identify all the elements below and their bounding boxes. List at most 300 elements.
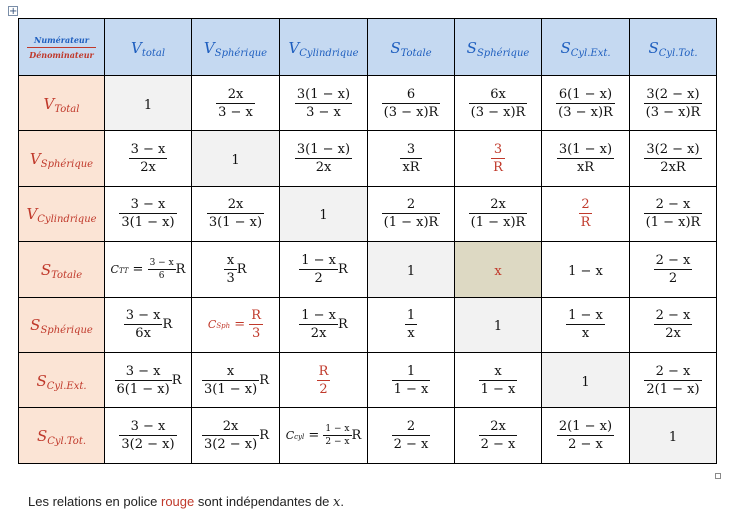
cell-r5-c2-coefficient-sub: Sph (216, 322, 231, 331)
cell-r4-c5-value (494, 264, 501, 279)
cell-r7-c3 (280, 408, 368, 463)
cell-r1-c1-text: 1 (143, 97, 153, 113)
cell-r5-c1-value (124, 308, 173, 342)
cell-r5-c1 (105, 297, 192, 352)
cell-r3-c2-fraction-denominator: 3(1 − x) (208, 215, 263, 231)
cell-r7-c3-fraction-denominator: 2 − x (325, 437, 350, 448)
cell-r5-c7-fraction-numerator: 2 − x (655, 308, 691, 324)
cell-r3-c4 (368, 186, 455, 241)
cell-r7-c4-value (392, 419, 431, 453)
row-label-3-base: V (26, 205, 38, 224)
cell-r1-c1 (105, 76, 192, 131)
cell-r3-c7-value (644, 197, 703, 231)
cell-r6-c4-fraction-numerator: 1 (392, 364, 431, 381)
cell-r2-c4-fraction (400, 142, 421, 175)
cell-r1-c5-fraction-numerator: 6x (469, 87, 528, 104)
cell-r2-c5-fraction-numerator: 3 (491, 142, 505, 159)
cell-r7-c6-fraction-denominator: 2 − x (568, 437, 603, 453)
cell-r3-c6-fraction-denominator: R (580, 215, 591, 231)
column-label-7-base: S (648, 38, 659, 57)
table-row (19, 297, 717, 352)
column-label-2 (204, 39, 267, 57)
cell-r5-c1-fraction (124, 308, 163, 341)
table-move-handle[interactable]: + (9, 6, 18, 17)
cell-r5-c5-text: 1 (493, 319, 503, 335)
footnote-red-word: rouge (160, 494, 195, 509)
cell-r7-c3-coefficient (286, 429, 305, 442)
column-label-2-sub: Sphérique (214, 47, 268, 59)
row-header-2 (19, 131, 105, 186)
column-label-5-base: S (466, 38, 477, 57)
cell-r2-c6-value (557, 142, 614, 176)
cell-r5-c6-value (566, 308, 605, 342)
cell-r7-c3-coefficient-sub: cyl (294, 433, 305, 442)
cell-r7-c3-value (285, 424, 362, 448)
cell-r7-c5 (455, 408, 542, 463)
cell-r5-c7-fraction-denominator: 2x (665, 326, 681, 342)
cell-r1-c5-fraction-denominator: (3 − x)R (470, 104, 526, 120)
row-label-7 (36, 427, 87, 448)
cell-r3-c5 (455, 186, 542, 241)
table-row (19, 186, 717, 241)
cell-r2-c4-value (400, 142, 421, 176)
cell-r1-c4-fraction (382, 87, 441, 120)
cell-r2-c4-fraction-numerator: 3 (400, 142, 421, 159)
column-label-6-base: S (560, 38, 571, 57)
column-label-1-sub: total (141, 47, 166, 59)
cell-r4-c3-fraction (299, 253, 338, 286)
cell-r4-c7-value (654, 252, 693, 286)
cell-r4-c7-fraction-denominator: 2 (668, 270, 678, 286)
row-label-3 (26, 205, 97, 226)
cell-r7-c2-value (202, 419, 269, 453)
cell-r6-c1-fraction (115, 364, 172, 397)
row-label-5 (30, 316, 93, 337)
cell-r5-c2-equals: = (230, 317, 250, 333)
cell-r4-c2-fraction (224, 253, 236, 286)
table-row (19, 408, 717, 463)
cell-r3-c5-fraction-denominator: (1 − x)R (470, 215, 526, 231)
cell-r2-c3 (280, 131, 368, 186)
cell-r5-c6-fraction-denominator: x (581, 326, 590, 342)
cell-r2-c2-text: 1 (231, 153, 240, 169)
cell-r7-c6 (542, 408, 630, 463)
cell-r6-c7 (630, 352, 717, 407)
cell-r1-c6-fraction-denominator: (3 − x)R (558, 104, 613, 120)
cell-r1-c2-fraction-denominator: 3 − x (218, 104, 253, 120)
cell-r7-c2-fraction (202, 419, 259, 452)
cell-r3-c4-fraction (382, 197, 441, 230)
cell-r3-c7 (630, 186, 717, 241)
cell-r7-c7 (630, 408, 717, 463)
cell-r3-c2-fraction-numerator: 2x (207, 197, 264, 214)
cell-r6-c2-fraction-numerator: x (202, 364, 259, 381)
column-header-7 (630, 19, 717, 76)
cell-r7-c1-fraction (119, 419, 176, 452)
column-label-3 (288, 39, 358, 57)
cell-r7-c4-fraction (392, 419, 431, 452)
cell-r5-c4-value (405, 308, 417, 342)
cell-r1-c2-fraction (216, 87, 255, 120)
cell-r1-c3-fraction-denominator: 3 − x (306, 104, 341, 120)
cell-r1-c2-fraction-numerator: 2x (216, 87, 255, 104)
column-header-2 (192, 19, 280, 76)
cell-r1-c2-value (216, 86, 255, 120)
cell-r6-c5-value (479, 363, 518, 397)
cell-r7-c5-fraction (479, 419, 518, 452)
cell-r1-c7-value (644, 86, 703, 120)
cell-r7-c3-fraction (323, 424, 351, 447)
cell-r5-c4 (368, 297, 455, 352)
cell-r6-c6 (542, 352, 630, 407)
cell-r7-c4 (368, 408, 455, 463)
cell-r3-c4-fraction-numerator: 2 (382, 197, 441, 214)
footnote (28, 494, 344, 510)
row-label-5-base: S (30, 316, 41, 335)
column-header-6 (542, 19, 630, 76)
cell-r5-c2-fraction-denominator: 3 (252, 326, 261, 342)
cell-r1-c1-value (144, 98, 152, 113)
row-label-7-base: S (36, 427, 48, 446)
cell-r7-c6-fraction (557, 419, 614, 452)
cell-r4-c4-value (407, 264, 415, 279)
cell-r5-c4-fraction (405, 308, 417, 341)
column-label-5 (467, 39, 530, 57)
cell-r4-c1-coefficient (111, 263, 129, 276)
cell-r4-c2-value (224, 252, 247, 286)
cell-r1-c7-fraction (644, 87, 703, 120)
cell-r6-c6-value (581, 375, 589, 390)
cell-r1-c7-fraction-numerator: 3(2 − x) (644, 87, 703, 104)
cell-r5-c2-value (207, 308, 263, 342)
column-label-7 (648, 39, 697, 57)
cell-r6-c3 (280, 352, 368, 407)
cell-r3-c4-value (382, 197, 441, 231)
row-label-2-sub: Sphérique (40, 159, 94, 171)
cell-r3-c6-value (579, 197, 593, 231)
row-header-7 (19, 408, 105, 463)
cell-r4-c1-equals: = (128, 261, 148, 277)
cell-r3-c2 (192, 186, 280, 241)
cell-r3-c5-fraction (469, 197, 528, 230)
cell-r4-c5 (455, 242, 542, 297)
cell-r5-c7-value (654, 308, 693, 342)
column-header-3 (280, 19, 368, 76)
cell-r6-c2-value (202, 363, 269, 397)
cell-r5-c3-fraction-numerator: 1 − x (301, 308, 336, 324)
cell-r2-c5-fraction-denominator: R (493, 160, 503, 176)
cell-r7-c1-value (119, 419, 176, 453)
cell-r6-c1-fraction-numerator: 3 − x (115, 364, 172, 381)
cell-r2-c6-fraction-numerator: 3(1 − x) (558, 142, 613, 158)
cell-r4-c1-value (110, 257, 186, 281)
cell-r7-c3-factor: R (351, 428, 362, 444)
cell-r2-c1-value (129, 142, 168, 176)
cell-r6-c1-value (115, 363, 182, 397)
cell-r6-c4 (368, 352, 455, 407)
row-label-4 (41, 261, 82, 279)
cell-r2-c7-fraction-numerator: 3(2 − x) (646, 142, 700, 158)
cell-r2-c5-fraction (491, 142, 505, 175)
column-header-5 (455, 19, 542, 76)
cell-r2-c6 (542, 131, 630, 186)
cell-r6-c7-fraction-numerator: 2 − x (644, 364, 701, 381)
row-label-2 (29, 150, 94, 171)
cell-r2-c1-fraction-numerator: 3 − x (130, 142, 166, 158)
row-label-1 (44, 95, 80, 113)
cell-r4-c7-fraction-numerator: 2 − x (655, 252, 691, 268)
cell-r3-c5-fraction-numerator: 2x (469, 197, 528, 214)
cell-r4-c2-factor: R (236, 261, 247, 277)
cell-r5-c1-fraction-denominator: 6x (135, 326, 151, 342)
column-label-3-base: V (288, 38, 300, 57)
cell-r7-c3-fraction-numerator: 1 − x (325, 424, 350, 435)
cell-r1-c4 (368, 76, 455, 131)
cell-r4-c4-text: 1 (406, 263, 416, 279)
cell-r1-c5 (455, 76, 542, 131)
cell-r3-c6-fraction (579, 197, 593, 230)
cell-r3-c1-fraction-numerator: 3 − x (119, 197, 176, 214)
cell-r5-c3-value (299, 308, 348, 342)
cell-r2-c3-value (295, 142, 352, 176)
cell-r5-c4-fraction-numerator: 1 (406, 308, 416, 324)
cell-r2-c3-fraction-numerator: 3(1 − x) (296, 142, 351, 158)
column-label-5-sub: Sphérique (476, 47, 530, 59)
row-label-1-sub: Total (54, 103, 80, 115)
cell-r1-c3-fraction-numerator: 3(1 − x) (296, 86, 351, 102)
cell-r3-c3-value (319, 208, 327, 223)
cell-r6-c5-fraction-numerator: x (479, 364, 518, 381)
corner-denominator: Dénominateur (29, 49, 94, 60)
footnote-text-1: Les relations en police (28, 494, 161, 509)
cell-r7-c3-coefficient-base: C (285, 429, 295, 443)
cell-r5-c6-fraction (566, 308, 605, 341)
cell-r4-c7-fraction (654, 253, 693, 286)
cell-r2-c4 (368, 131, 455, 186)
cell-r7-c7-value (669, 430, 677, 445)
cell-r5-c1-fraction-numerator: 3 − x (125, 308, 161, 324)
cell-r5-c4-fraction-denominator: x (407, 326, 415, 342)
column-label-6-sub: Cyl.Ext. (570, 47, 611, 59)
cell-r4-c2 (192, 242, 280, 297)
cell-r5-c7 (630, 297, 717, 352)
cell-r2-c5-value (491, 142, 505, 176)
cell-r1-c3-fraction (295, 87, 352, 120)
cell-r2-c1-fraction (129, 142, 168, 175)
cell-r6-c7-fraction (644, 364, 701, 397)
cell-r6-c1-fraction-denominator: 6(1 − x) (116, 381, 170, 397)
cell-r4-c2-fraction-denominator: 3 (226, 270, 235, 286)
cell-r3-c3-text: 1 (319, 208, 328, 224)
cell-r4-c3 (280, 242, 368, 297)
row-label-4-sub: Totale (51, 269, 83, 281)
cell-r4-c4 (368, 242, 455, 297)
cell-r5-c2-coefficient-base: C (207, 318, 217, 332)
cell-r3-c5-value (469, 197, 528, 231)
cell-r2-c2 (192, 131, 280, 186)
column-label-3-sub: Cylindrique (299, 47, 359, 59)
cell-r3-c1-fraction (119, 197, 176, 230)
cell-r5-c1-factor: R (162, 317, 173, 333)
column-label-1 (131, 39, 165, 57)
cell-r1-c2 (192, 76, 280, 131)
cell-r4-c1-factor: R (175, 261, 186, 277)
row-label-6-base: S (36, 371, 47, 390)
row-label-6 (36, 372, 86, 390)
cell-r5-c5-value (494, 319, 502, 334)
cell-r7-c4-fraction-numerator: 2 (392, 419, 431, 436)
cell-r6-c5-fraction-denominator: 1 − x (480, 381, 516, 397)
cell-r5-c6 (542, 297, 630, 352)
cell-r7-c2-factor: R (259, 428, 269, 444)
cell-r3-c6-fraction-numerator: 2 (579, 197, 593, 214)
cell-r4-c1 (105, 242, 192, 297)
cell-r1-c6-fraction-numerator: 6(1 − x) (556, 87, 615, 104)
footnote-text-2: sont indépendantes de (194, 494, 334, 509)
corner-cell (19, 19, 105, 76)
cell-r3-c3 (280, 186, 368, 241)
cell-r2-c2-value (231, 153, 239, 168)
footnote-variable: x (333, 495, 341, 510)
cell-r4-c5-text: x (494, 263, 502, 279)
row-header-3 (19, 186, 105, 241)
cell-r3-c4-fraction-denominator: (1 − x)R (383, 215, 439, 231)
cell-r7-c1-fraction-numerator: 3 − x (119, 419, 176, 436)
table-row (19, 131, 717, 186)
cell-r6-c7-fraction-denominator: 2(1 − x) (646, 381, 700, 397)
cell-r1-c4-fraction-denominator: (3 − x)R (383, 104, 439, 120)
row-label-3-sub: Cylindrique (37, 214, 97, 226)
cell-r5-c7-fraction (654, 308, 693, 341)
cell-r6-c1-factor: R (171, 372, 182, 388)
cell-r4-c6 (542, 242, 630, 297)
cell-r6-c5 (455, 352, 542, 407)
cell-r7-c1 (105, 408, 192, 463)
cell-r4-c3-factor: R (337, 261, 348, 277)
cell-r2-c7-value (644, 142, 701, 176)
cell-r7-c2-fraction-numerator: 2x (202, 419, 259, 436)
row-label-1-base: V (43, 94, 55, 113)
cell-r2-c1 (105, 131, 192, 186)
cell-r4-c1-fraction-denominator: 6 (158, 270, 165, 281)
cell-r7-c5-fraction-denominator: 2 − x (480, 437, 516, 453)
cell-r7-c2 (192, 408, 280, 463)
row-header-6 (19, 352, 105, 407)
cell-r7-c4-fraction-denominator: 2 − x (393, 437, 429, 453)
cell-r6-c3-fraction-denominator: 2 (319, 381, 328, 397)
cell-r4-c1-coefficient-sub: TT (118, 266, 129, 275)
cell-r5-c3-fraction (299, 308, 338, 341)
cell-r7-c2-fraction-denominator: 3(2 − x) (204, 437, 258, 453)
cell-r4-c6-value (568, 264, 603, 279)
cell-r5-c2-coefficient (208, 318, 230, 331)
cell-r2-c3-fraction-denominator: 2x (315, 160, 332, 176)
cell-r3-c1 (105, 186, 192, 241)
cell-r4-c3-fraction-denominator: 2 (314, 270, 323, 286)
cell-r3-c2-value (207, 197, 264, 231)
cell-r1-c5-value (469, 86, 528, 120)
column-label-4-sub: Totale (400, 47, 432, 59)
table-resize-handle[interactable] (715, 473, 721, 479)
table-row (19, 242, 717, 297)
cell-r2-c4-fraction-denominator: xR (402, 160, 420, 176)
row-label-6-sub: Cyl.Ext. (46, 380, 87, 392)
cell-r3-c1-fraction-denominator: 3(1 − x) (121, 215, 175, 231)
cell-r5-c2 (192, 297, 280, 352)
cell-r5-c3-fraction-denominator: 2x (310, 326, 327, 342)
cell-r2-c7-fraction (644, 142, 701, 175)
row-label-7-sub: Cyl.Tot. (47, 436, 87, 448)
cell-r5-c3 (280, 297, 368, 352)
cell-r1-c6-value (556, 86, 615, 120)
cell-r5-c2-fraction (249, 308, 263, 341)
cell-r6-c4-value (392, 363, 431, 397)
cell-r1-c7-fraction-denominator: (3 − x)R (645, 104, 701, 120)
cell-r4-c1-coefficient-base: C (110, 262, 119, 276)
column-label-4 (390, 39, 431, 57)
cell-r6-c2-factor: R (259, 372, 269, 388)
cell-r4-c1-fraction-numerator: 3 − x (149, 257, 174, 268)
row-label-2-base: V (29, 150, 41, 169)
cell-r6-c4-fraction-denominator: 1 − x (393, 381, 429, 397)
column-label-2-base: V (203, 38, 215, 57)
cell-r6-c2-fraction-denominator: 3(1 − x) (204, 381, 258, 397)
cell-r1-c3-value (295, 86, 352, 120)
cell-r5-c6-fraction-numerator: 1 − x (568, 308, 603, 324)
cell-r3-c2-fraction (207, 197, 264, 230)
cell-r2-c5 (455, 131, 542, 186)
row-label-5-sub: Sphérique (40, 325, 93, 337)
cell-r6-c3-value (317, 363, 331, 397)
cell-r2-c1-fraction-denominator: 2x (140, 160, 156, 176)
cell-r6-c5-fraction (479, 364, 518, 397)
cell-r3-c7-fraction-denominator: (1 − x)R (645, 215, 701, 231)
table-row (19, 76, 717, 131)
column-header-4 (368, 19, 455, 76)
cell-r2-c6-fraction (557, 142, 614, 175)
column-label-1-base: V (130, 38, 142, 57)
cell-r6-c1 (105, 352, 192, 407)
cell-r2-c3-fraction (295, 142, 352, 175)
cell-r6-c6-text: 1 (581, 374, 590, 390)
cell-r4-c3-fraction-numerator: 1 − x (301, 252, 336, 268)
cell-r1-c6 (542, 76, 630, 131)
relations-table (18, 18, 717, 464)
cell-r4-c6-text: 1 − x (568, 263, 603, 279)
cell-r6-c7-value (644, 363, 701, 397)
row-header-5 (19, 297, 105, 352)
cell-r7-c6-fraction-numerator: 2(1 − x) (558, 419, 613, 435)
column-label-6 (560, 39, 610, 57)
cell-r6-c2 (192, 352, 280, 407)
cell-r7-c6-value (557, 419, 614, 453)
cell-r1-c5-fraction (469, 87, 528, 120)
cell-r7-c5-value (479, 419, 518, 453)
cell-r3-c6 (542, 186, 630, 241)
cell-r1-c6-fraction (556, 87, 615, 120)
column-label-7-sub: Cyl.Tot. (658, 47, 698, 59)
cell-r5-c2-fraction-numerator: R (251, 308, 262, 324)
cell-r6-c2-fraction (202, 364, 259, 397)
cell-r6-c3-fraction-numerator: R (318, 363, 329, 379)
corner-numerator: Numérateur (27, 35, 96, 48)
cell-r1-c4-value (382, 86, 441, 120)
cell-r6-c3-fraction (317, 364, 331, 397)
cell-r1-c4-fraction-numerator: 6 (382, 87, 441, 104)
cell-r3-c7-fraction-numerator: 2 − x (644, 197, 703, 214)
table-row (19, 352, 717, 407)
cell-r7-c3-equals: = (304, 428, 324, 444)
